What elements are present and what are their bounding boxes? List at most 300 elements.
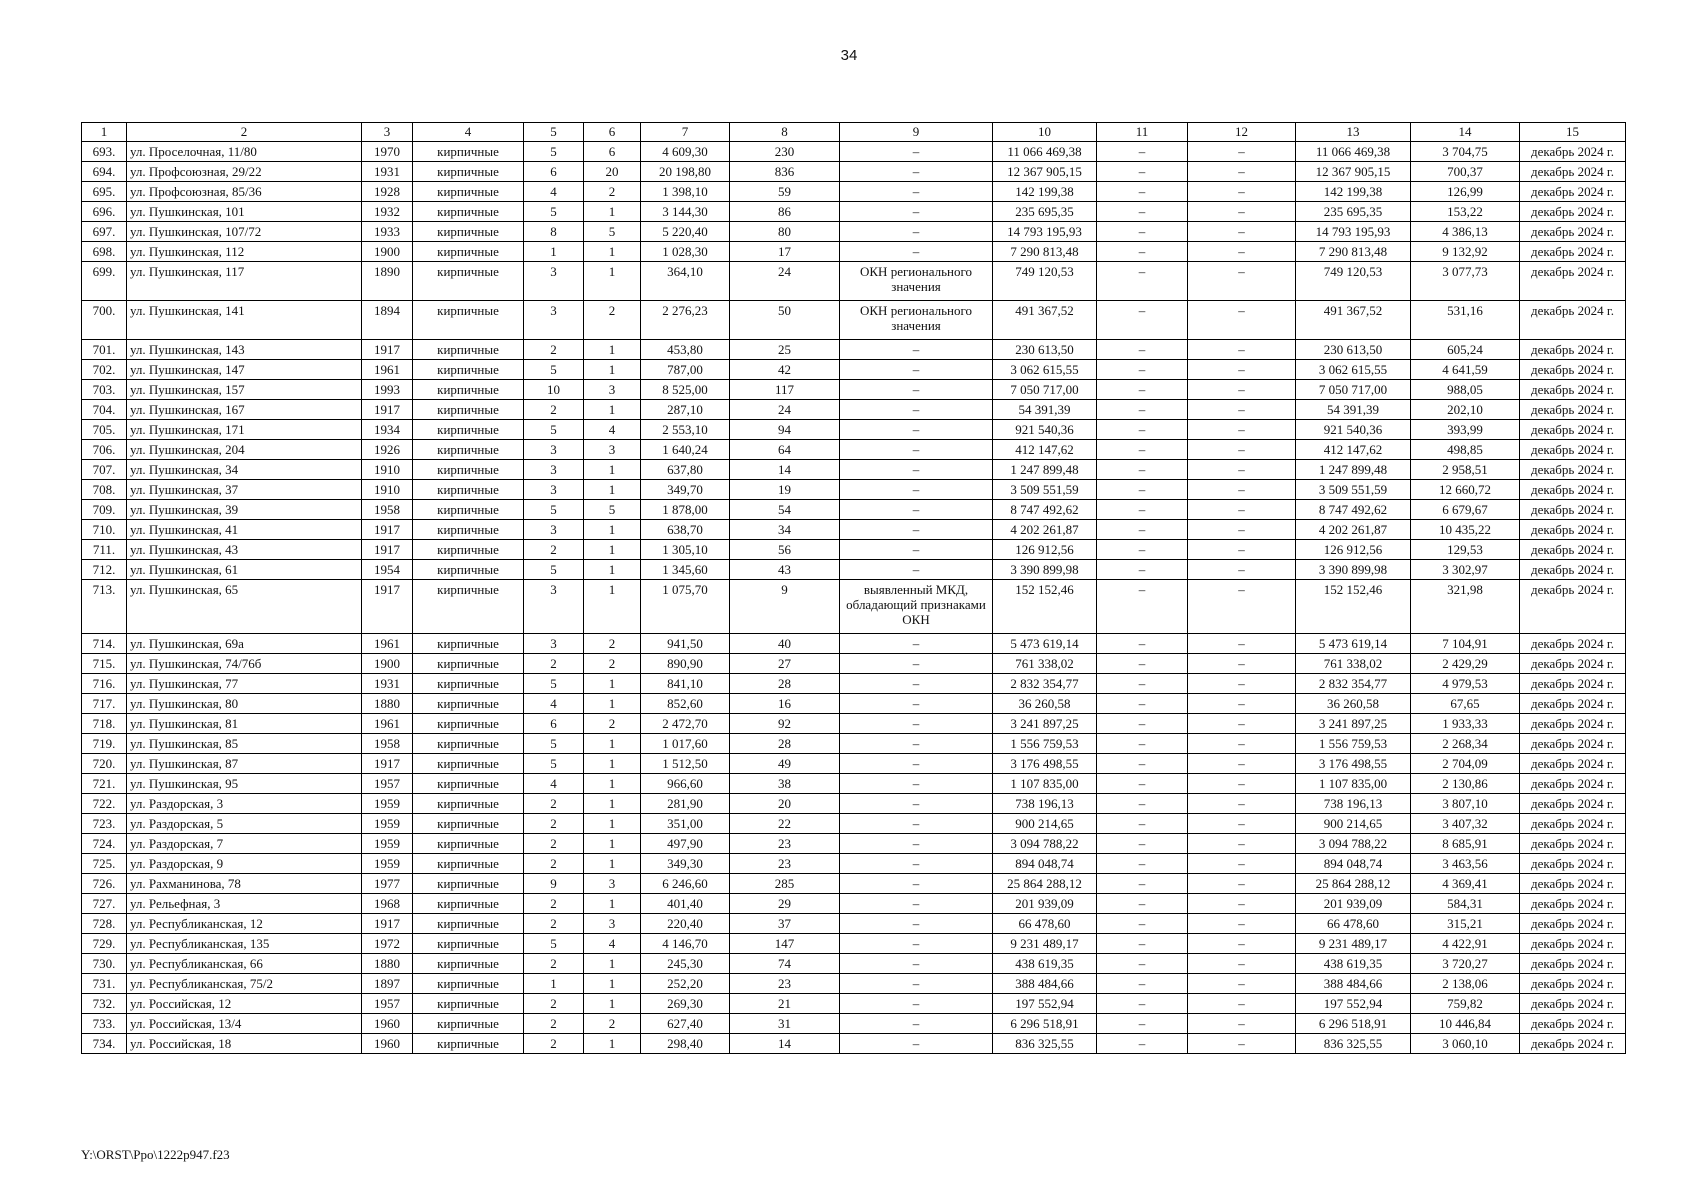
deadline-cell: декабрь 2024 г. xyxy=(1520,734,1626,754)
cost-col-12-cell: – xyxy=(1188,654,1296,674)
cost-per-sqm-cell: 4 641,59 xyxy=(1411,360,1520,380)
floors-cell: 4 xyxy=(524,774,584,794)
year-built-cell: 1960 xyxy=(362,1034,413,1054)
heritage-status-cell: – xyxy=(840,954,993,974)
total-area-cell: 1 345,60 xyxy=(641,560,730,580)
entrances-cell: 20 xyxy=(584,162,641,182)
cost-total-cell: 5 473 619,14 xyxy=(993,634,1097,654)
heritage-status-cell: – xyxy=(840,500,993,520)
residents-cell: 56 xyxy=(730,540,840,560)
floors-cell: 3 xyxy=(524,520,584,540)
cost-col-12-cell: – xyxy=(1188,694,1296,714)
table-row xyxy=(82,634,1626,654)
address-cell: ул. Российская, 18 xyxy=(127,1034,362,1054)
wall-material-cell: кирпичные xyxy=(413,954,524,974)
entrances-cell: 3 xyxy=(584,914,641,934)
cost-col-13-cell: 235 695,35 xyxy=(1296,202,1411,222)
residents-cell: 16 xyxy=(730,694,840,714)
cost-per-sqm-cell: 3 060,10 xyxy=(1411,1034,1520,1054)
row-number-cell: 723. xyxy=(82,814,127,834)
row-number-cell: 707. xyxy=(82,460,127,480)
cost-col-11-cell: – xyxy=(1097,914,1188,934)
address-cell: ул. Пушкинская, 80 xyxy=(127,694,362,714)
address-cell: ул. Пушкинская, 37 xyxy=(127,480,362,500)
cost-col-13-cell: 1 247 899,48 xyxy=(1296,460,1411,480)
cost-col-13-cell: 14 793 195,93 xyxy=(1296,222,1411,242)
total-area-cell: 3 144,30 xyxy=(641,202,730,222)
row-number-cell: 733. xyxy=(82,1014,127,1034)
table-row xyxy=(82,262,1626,301)
cost-total-cell: 4 202 261,87 xyxy=(993,520,1097,540)
page-number: 34 xyxy=(840,47,858,64)
cost-total-cell: 921 540,36 xyxy=(993,420,1097,440)
deadline-cell: декабрь 2024 г. xyxy=(1520,400,1626,420)
residents-cell: 24 xyxy=(730,262,840,301)
year-built-cell: 1900 xyxy=(362,242,413,262)
total-area-cell: 4 609,30 xyxy=(641,142,730,162)
total-area-cell: 281,90 xyxy=(641,794,730,814)
table-row xyxy=(82,794,1626,814)
cost-per-sqm-cell: 8 685,91 xyxy=(1411,834,1520,854)
floors-cell: 6 xyxy=(524,162,584,182)
cost-per-sqm-cell: 67,65 xyxy=(1411,694,1520,714)
cost-col-13-cell: 1 556 759,53 xyxy=(1296,734,1411,754)
cost-col-12-cell: – xyxy=(1188,222,1296,242)
cost-col-11-cell: – xyxy=(1097,874,1188,894)
address-cell: ул. Раздорская, 5 xyxy=(127,814,362,834)
address-cell: ул. Пушкинская, 81 xyxy=(127,714,362,734)
entrances-cell: 1 xyxy=(584,854,641,874)
column-header: 7 xyxy=(641,123,730,142)
table-row xyxy=(82,854,1626,874)
cost-total-cell: 3 062 615,55 xyxy=(993,360,1097,380)
table-row xyxy=(82,182,1626,202)
cost-col-13-cell: 3 062 615,55 xyxy=(1296,360,1411,380)
cost-total-cell: 412 147,62 xyxy=(993,440,1097,460)
row-number-cell: 724. xyxy=(82,834,127,854)
row-number-cell: 730. xyxy=(82,954,127,974)
address-cell: ул. Пушкинская, 95 xyxy=(127,774,362,794)
cost-per-sqm-cell: 988,05 xyxy=(1411,380,1520,400)
floors-cell: 2 xyxy=(524,654,584,674)
entrances-cell: 5 xyxy=(584,500,641,520)
entrances-cell: 4 xyxy=(584,420,641,440)
wall-material-cell: кирпичные xyxy=(413,580,524,634)
cost-col-11-cell: – xyxy=(1097,400,1188,420)
row-number-cell: 714. xyxy=(82,634,127,654)
floors-cell: 2 xyxy=(524,340,584,360)
residents-cell: 25 xyxy=(730,340,840,360)
deadline-cell: декабрь 2024 г. xyxy=(1520,934,1626,954)
total-area-cell: 497,90 xyxy=(641,834,730,854)
cost-per-sqm-cell: 10 446,84 xyxy=(1411,1014,1520,1034)
cost-total-cell: 197 552,94 xyxy=(993,994,1097,1014)
cost-total-cell: 894 048,74 xyxy=(993,854,1097,874)
entrances-cell: 1 xyxy=(584,794,641,814)
residents-cell: 54 xyxy=(730,500,840,520)
heritage-status-cell: – xyxy=(840,560,993,580)
floors-cell: 5 xyxy=(524,934,584,954)
year-built-cell: 1968 xyxy=(362,894,413,914)
cost-total-cell: 738 196,13 xyxy=(993,794,1097,814)
cost-col-13-cell: 25 864 288,12 xyxy=(1296,874,1411,894)
entrances-cell: 1 xyxy=(584,974,641,994)
entrances-cell: 1 xyxy=(584,814,641,834)
deadline-cell: декабрь 2024 г. xyxy=(1520,580,1626,634)
deadline-cell: декабрь 2024 г. xyxy=(1520,222,1626,242)
heritage-status-cell: – xyxy=(840,420,993,440)
floors-cell: 3 xyxy=(524,301,584,340)
cost-col-12-cell: – xyxy=(1188,480,1296,500)
address-cell: ул. Пушкинская, 117 xyxy=(127,262,362,301)
year-built-cell: 1977 xyxy=(362,874,413,894)
row-number-cell: 703. xyxy=(82,380,127,400)
cost-total-cell: 54 391,39 xyxy=(993,400,1097,420)
address-cell: ул. Пушкинская, 141 xyxy=(127,301,362,340)
table-row xyxy=(82,142,1626,162)
total-area-cell: 2 276,23 xyxy=(641,301,730,340)
cost-col-11-cell: – xyxy=(1097,222,1188,242)
address-cell: ул. Пушкинская, 167 xyxy=(127,400,362,420)
table-row xyxy=(82,894,1626,914)
total-area-cell: 787,00 xyxy=(641,360,730,380)
deadline-cell: декабрь 2024 г. xyxy=(1520,794,1626,814)
residents-cell: 94 xyxy=(730,420,840,440)
heritage-status-cell: ОКН регионального значения xyxy=(840,301,993,340)
heritage-status-cell: – xyxy=(840,182,993,202)
cost-col-13-cell: 126 912,56 xyxy=(1296,540,1411,560)
cost-col-13-cell: 11 066 469,38 xyxy=(1296,142,1411,162)
cost-per-sqm-cell: 2 138,06 xyxy=(1411,974,1520,994)
address-cell: ул. Проселочная, 11/80 xyxy=(127,142,362,162)
year-built-cell: 1928 xyxy=(362,182,413,202)
table-row xyxy=(82,954,1626,974)
deadline-cell: декабрь 2024 г. xyxy=(1520,420,1626,440)
wall-material-cell: кирпичные xyxy=(413,242,524,262)
cost-per-sqm-cell: 700,37 xyxy=(1411,162,1520,182)
entrances-cell: 1 xyxy=(584,340,641,360)
residents-cell: 230 xyxy=(730,142,840,162)
total-area-cell: 6 246,60 xyxy=(641,874,730,894)
floors-cell: 8 xyxy=(524,222,584,242)
floors-cell: 2 xyxy=(524,814,584,834)
cost-col-13-cell: 738 196,13 xyxy=(1296,794,1411,814)
entrances-cell: 1 xyxy=(584,580,641,634)
total-area-cell: 1 512,50 xyxy=(641,754,730,774)
column-header: 4 xyxy=(413,123,524,142)
wall-material-cell: кирпичные xyxy=(413,262,524,301)
housing-table-container xyxy=(81,122,1625,1054)
residents-cell: 38 xyxy=(730,774,840,794)
deadline-cell: декабрь 2024 г. xyxy=(1520,460,1626,480)
cost-total-cell: 2 832 354,77 xyxy=(993,674,1097,694)
cost-col-12-cell: – xyxy=(1188,460,1296,480)
floors-cell: 2 xyxy=(524,540,584,560)
entrances-cell: 1 xyxy=(584,262,641,301)
floors-cell: 2 xyxy=(524,894,584,914)
heritage-status-cell: – xyxy=(840,480,993,500)
year-built-cell: 1917 xyxy=(362,754,413,774)
address-cell: ул. Рахманинова, 78 xyxy=(127,874,362,894)
total-area-cell: 5 220,40 xyxy=(641,222,730,242)
row-number-cell: 716. xyxy=(82,674,127,694)
cost-col-13-cell: 152 152,46 xyxy=(1296,580,1411,634)
wall-material-cell: кирпичные xyxy=(413,182,524,202)
entrances-cell: 1 xyxy=(584,774,641,794)
entrances-cell: 3 xyxy=(584,440,641,460)
row-number-cell: 729. xyxy=(82,934,127,954)
row-number-cell: 720. xyxy=(82,754,127,774)
wall-material-cell: кирпичные xyxy=(413,754,524,774)
row-number-cell: 725. xyxy=(82,854,127,874)
cost-per-sqm-cell: 129,53 xyxy=(1411,540,1520,560)
residents-cell: 14 xyxy=(730,1034,840,1054)
table-row xyxy=(82,974,1626,994)
heritage-status-cell: – xyxy=(840,340,993,360)
row-number-cell: 728. xyxy=(82,914,127,934)
row-number-cell: 712. xyxy=(82,560,127,580)
residents-cell: 27 xyxy=(730,654,840,674)
year-built-cell: 1934 xyxy=(362,420,413,440)
heritage-status-cell: – xyxy=(840,674,993,694)
cost-col-11-cell: – xyxy=(1097,480,1188,500)
heritage-status-cell: – xyxy=(840,380,993,400)
cost-per-sqm-cell: 3 807,10 xyxy=(1411,794,1520,814)
wall-material-cell: кирпичные xyxy=(413,974,524,994)
cost-per-sqm-cell: 3 407,32 xyxy=(1411,814,1520,834)
cost-col-12-cell: – xyxy=(1188,994,1296,1014)
heritage-status-cell: – xyxy=(840,894,993,914)
cost-per-sqm-cell: 2 704,09 xyxy=(1411,754,1520,774)
cost-per-sqm-cell: 1 933,33 xyxy=(1411,714,1520,734)
entrances-cell: 1 xyxy=(584,560,641,580)
table-row xyxy=(82,460,1626,480)
floors-cell: 5 xyxy=(524,754,584,774)
heritage-status-cell: – xyxy=(840,142,993,162)
entrances-cell: 2 xyxy=(584,634,641,654)
cost-total-cell: 3 094 788,22 xyxy=(993,834,1097,854)
table-row xyxy=(82,694,1626,714)
total-area-cell: 941,50 xyxy=(641,634,730,654)
cost-col-11-cell: – xyxy=(1097,440,1188,460)
residents-cell: 23 xyxy=(730,834,840,854)
cost-col-13-cell: 6 296 518,91 xyxy=(1296,1014,1411,1034)
table-row xyxy=(82,162,1626,182)
wall-material-cell: кирпичные xyxy=(413,520,524,540)
cost-col-12-cell: – xyxy=(1188,262,1296,301)
year-built-cell: 1932 xyxy=(362,202,413,222)
heritage-status-cell: – xyxy=(840,540,993,560)
cost-col-12-cell: – xyxy=(1188,380,1296,400)
address-cell: ул. Республиканская, 135 xyxy=(127,934,362,954)
cost-col-12-cell: – xyxy=(1188,360,1296,380)
column-header: 15 xyxy=(1520,123,1626,142)
entrances-cell: 1 xyxy=(584,400,641,420)
address-cell: ул. Пушкинская, 112 xyxy=(127,242,362,262)
entrances-cell: 1 xyxy=(584,242,641,262)
year-built-cell: 1900 xyxy=(362,654,413,674)
deadline-cell: декабрь 2024 г. xyxy=(1520,182,1626,202)
address-cell: ул. Российская, 12 xyxy=(127,994,362,1014)
year-built-cell: 1961 xyxy=(362,360,413,380)
table-row xyxy=(82,994,1626,1014)
address-cell: ул. Республиканская, 12 xyxy=(127,914,362,934)
residents-cell: 22 xyxy=(730,814,840,834)
heritage-status-cell: – xyxy=(840,854,993,874)
floors-cell: 6 xyxy=(524,714,584,734)
deadline-cell: декабрь 2024 г. xyxy=(1520,914,1626,934)
deadline-cell: декабрь 2024 г. xyxy=(1520,694,1626,714)
residents-cell: 74 xyxy=(730,954,840,974)
cost-total-cell: 3 390 899,98 xyxy=(993,560,1097,580)
cost-per-sqm-cell: 3 704,75 xyxy=(1411,142,1520,162)
heritage-status-cell: – xyxy=(840,754,993,774)
wall-material-cell: кирпичные xyxy=(413,914,524,934)
row-number-cell: 704. xyxy=(82,400,127,420)
heritage-status-cell: – xyxy=(840,834,993,854)
deadline-cell: декабрь 2024 г. xyxy=(1520,834,1626,854)
year-built-cell: 1910 xyxy=(362,480,413,500)
residents-cell: 285 xyxy=(730,874,840,894)
year-built-cell: 1917 xyxy=(362,580,413,634)
cost-col-11-cell: – xyxy=(1097,734,1188,754)
row-number-cell: 694. xyxy=(82,162,127,182)
heritage-status-cell: – xyxy=(840,794,993,814)
entrances-cell: 2 xyxy=(584,182,641,202)
entrances-cell: 1 xyxy=(584,954,641,974)
cost-per-sqm-cell: 10 435,22 xyxy=(1411,520,1520,540)
entrances-cell: 2 xyxy=(584,1014,641,1034)
table-row xyxy=(82,714,1626,734)
cost-col-11-cell: – xyxy=(1097,834,1188,854)
table-body xyxy=(82,142,1626,1054)
cost-col-12-cell: – xyxy=(1188,1034,1296,1054)
cost-col-13-cell: 12 367 905,15 xyxy=(1296,162,1411,182)
cost-col-12-cell: – xyxy=(1188,520,1296,540)
table-row xyxy=(82,674,1626,694)
wall-material-cell: кирпичные xyxy=(413,301,524,340)
year-built-cell: 1917 xyxy=(362,340,413,360)
address-cell: ул. Раздорская, 3 xyxy=(127,794,362,814)
cost-col-11-cell: – xyxy=(1097,634,1188,654)
cost-col-11-cell: – xyxy=(1097,182,1188,202)
column-header: 9 xyxy=(840,123,993,142)
floors-cell: 5 xyxy=(524,142,584,162)
cost-col-11-cell: – xyxy=(1097,242,1188,262)
entrances-cell: 1 xyxy=(584,734,641,754)
year-built-cell: 1931 xyxy=(362,674,413,694)
residents-cell: 28 xyxy=(730,674,840,694)
heritage-status-cell: – xyxy=(840,242,993,262)
cost-col-11-cell: – xyxy=(1097,560,1188,580)
total-area-cell: 890,90 xyxy=(641,654,730,674)
address-cell: ул. Пушкинская, 41 xyxy=(127,520,362,540)
wall-material-cell: кирпичные xyxy=(413,694,524,714)
row-number-cell: 698. xyxy=(82,242,127,262)
cost-per-sqm-cell: 4 422,91 xyxy=(1411,934,1520,954)
deadline-cell: декабрь 2024 г. xyxy=(1520,380,1626,400)
address-cell: ул. Российская, 13/4 xyxy=(127,1014,362,1034)
residents-cell: 31 xyxy=(730,1014,840,1034)
cost-per-sqm-cell: 4 979,53 xyxy=(1411,674,1520,694)
wall-material-cell: кирпичные xyxy=(413,142,524,162)
table-row xyxy=(82,242,1626,262)
address-cell: ул. Пушкинская, 107/72 xyxy=(127,222,362,242)
cost-total-cell: 9 231 489,17 xyxy=(993,934,1097,954)
table-row xyxy=(82,420,1626,440)
address-cell: ул. Раздорская, 9 xyxy=(127,854,362,874)
cost-per-sqm-cell: 7 104,91 xyxy=(1411,634,1520,654)
wall-material-cell: кирпичные xyxy=(413,162,524,182)
total-area-cell: 2 472,70 xyxy=(641,714,730,734)
cost-col-12-cell: – xyxy=(1188,340,1296,360)
entrances-cell: 1 xyxy=(584,202,641,222)
residents-cell: 86 xyxy=(730,202,840,222)
row-number-cell: 700. xyxy=(82,301,127,340)
table-row xyxy=(82,834,1626,854)
cost-total-cell: 3 176 498,55 xyxy=(993,754,1097,774)
table-row xyxy=(82,520,1626,540)
heritage-status-cell: – xyxy=(840,202,993,222)
address-cell: ул. Республиканская, 75/2 xyxy=(127,974,362,994)
total-area-cell: 2 553,10 xyxy=(641,420,730,440)
residents-cell: 50 xyxy=(730,301,840,340)
cost-per-sqm-cell: 12 660,72 xyxy=(1411,480,1520,500)
cost-col-12-cell: – xyxy=(1188,954,1296,974)
deadline-cell: декабрь 2024 г. xyxy=(1520,142,1626,162)
floors-cell: 2 xyxy=(524,834,584,854)
cost-col-11-cell: – xyxy=(1097,894,1188,914)
total-area-cell: 220,40 xyxy=(641,914,730,934)
cost-col-12-cell: – xyxy=(1188,874,1296,894)
cost-per-sqm-cell: 315,21 xyxy=(1411,914,1520,934)
heritage-status-cell: – xyxy=(840,1014,993,1034)
floors-cell: 9 xyxy=(524,874,584,894)
total-area-cell: 349,70 xyxy=(641,480,730,500)
cost-col-13-cell: 921 540,36 xyxy=(1296,420,1411,440)
floors-cell: 2 xyxy=(524,1034,584,1054)
entrances-cell: 6 xyxy=(584,142,641,162)
heritage-status-cell: – xyxy=(840,520,993,540)
floors-cell: 2 xyxy=(524,954,584,974)
floors-cell: 3 xyxy=(524,262,584,301)
footer-file-path: Y:\ORST\Ppo\1222p947.f23 xyxy=(81,1147,230,1162)
table-row xyxy=(82,400,1626,420)
row-number-cell: 718. xyxy=(82,714,127,734)
cost-col-11-cell: – xyxy=(1097,994,1188,1014)
cost-per-sqm-cell: 531,16 xyxy=(1411,301,1520,340)
total-area-cell: 298,40 xyxy=(641,1034,730,1054)
cost-col-12-cell: – xyxy=(1188,560,1296,580)
heritage-status-cell: выявленный МКД, обладающий признаками ОКН xyxy=(840,580,993,634)
cost-per-sqm-cell: 3 077,73 xyxy=(1411,262,1520,301)
table-row xyxy=(82,580,1626,634)
year-built-cell: 1959 xyxy=(362,794,413,814)
cost-col-11-cell: – xyxy=(1097,754,1188,774)
cost-total-cell: 11 066 469,38 xyxy=(993,142,1097,162)
cost-col-11-cell: – xyxy=(1097,934,1188,954)
table-row xyxy=(82,301,1626,340)
cost-col-11-cell: – xyxy=(1097,954,1188,974)
floors-cell: 5 xyxy=(524,674,584,694)
heritage-status-cell: – xyxy=(840,814,993,834)
cost-col-12-cell: – xyxy=(1188,500,1296,520)
address-cell: ул. Республиканская, 66 xyxy=(127,954,362,974)
cost-col-12-cell: – xyxy=(1188,420,1296,440)
wall-material-cell: кирпичные xyxy=(413,440,524,460)
deadline-cell: декабрь 2024 г. xyxy=(1520,1034,1626,1054)
cost-col-12-cell: – xyxy=(1188,814,1296,834)
